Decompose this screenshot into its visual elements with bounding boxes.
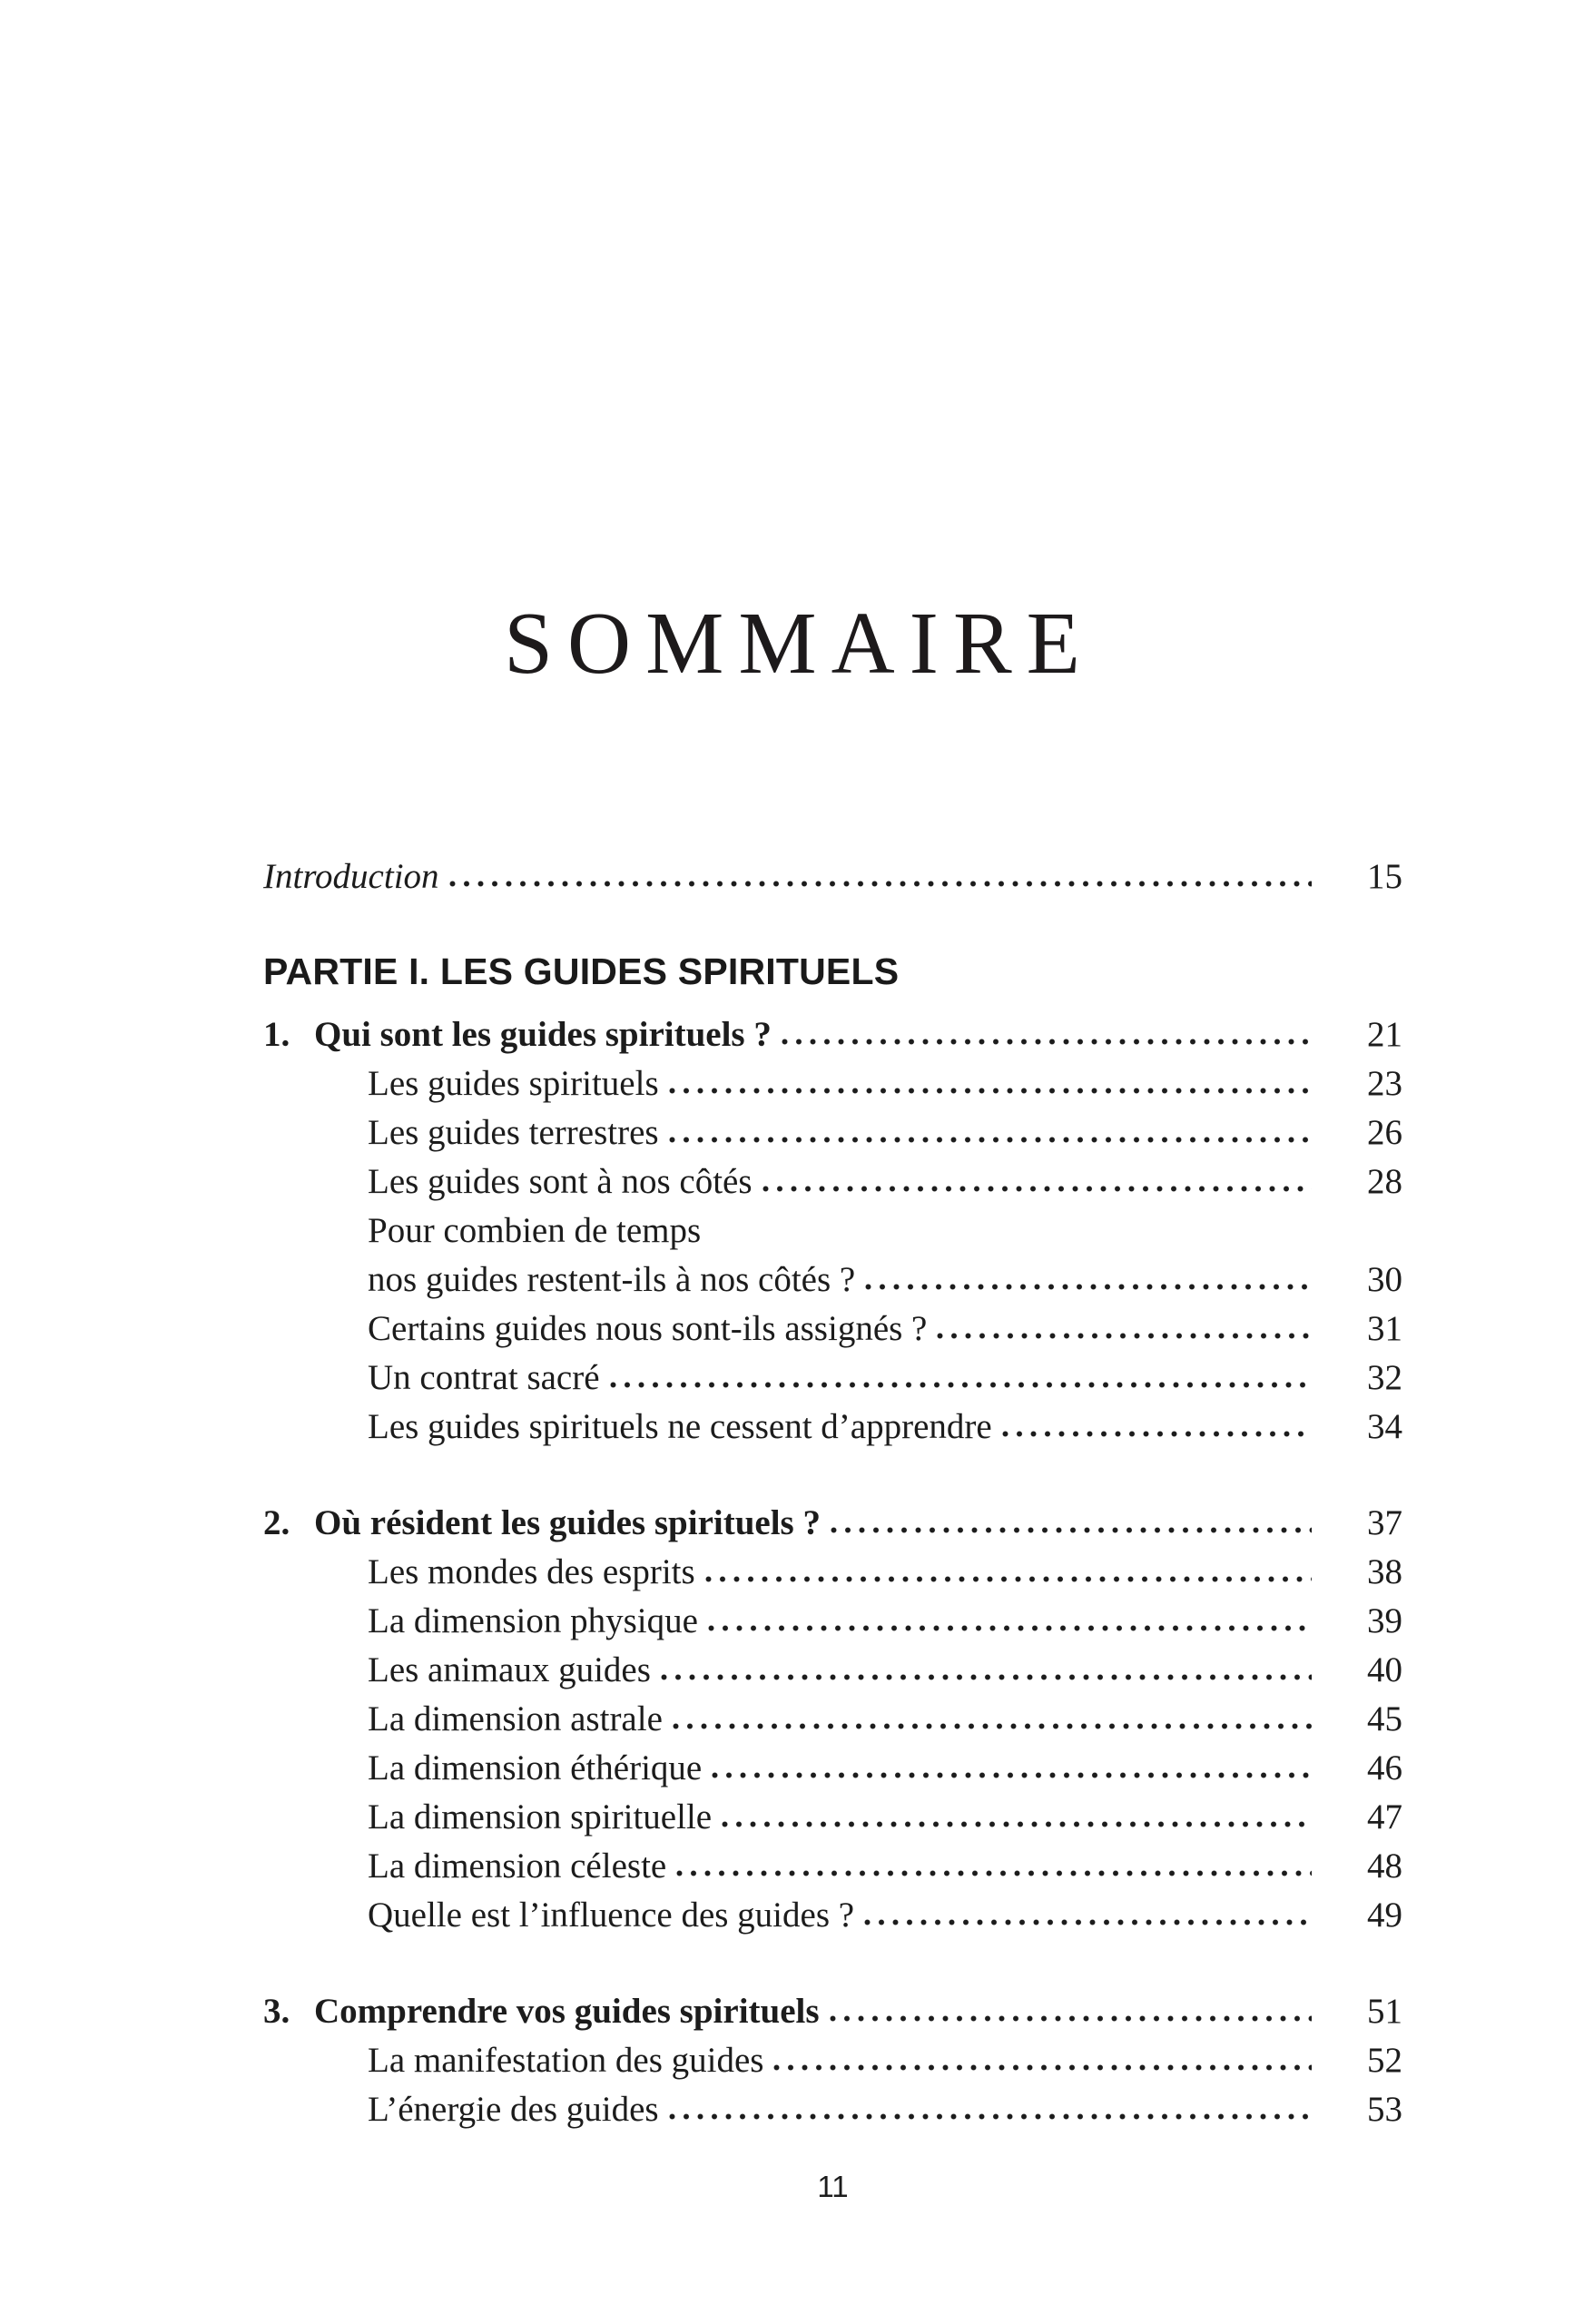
entry-page-number: 21 — [1367, 1015, 1402, 1054]
chapter-number: 2. — [263, 1503, 290, 1542]
entry-page-number: 40 — [1367, 1650, 1402, 1689]
entry-page-number: 49 — [1367, 1896, 1402, 1935]
toc-entry — [263, 2036, 1402, 2085]
page-title: SOMMAIRE — [504, 595, 1095, 692]
part-heading: PARTIE I. LES GUIDES SPIRITUELS — [263, 950, 900, 992]
toc-entry — [263, 2085, 1402, 2134]
entry-label: Les mondes des esprits — [368, 1552, 695, 1591]
dot-leader — [863, 1918, 1312, 1926]
toc-entry — [263, 1059, 1402, 1108]
dot-leader — [707, 1624, 1312, 1632]
dot-leader — [675, 1869, 1312, 1877]
dot-leader — [660, 1673, 1312, 1681]
toc-content — [263, 852, 1402, 2134]
entry-label: La dimension astrale — [368, 1699, 663, 1738]
toc-entry-introduction — [263, 852, 1402, 901]
entry-page-number: 52 — [1367, 2041, 1402, 2080]
dot-leader — [864, 1283, 1312, 1291]
dot-leader — [711, 1771, 1312, 1779]
toc-entry — [263, 1548, 1402, 1597]
entry-label: Les guides sont à nos côtés — [368, 1162, 753, 1201]
entry-label: Un contrat sacré — [368, 1358, 600, 1397]
entry-page-number: 28 — [1367, 1162, 1402, 1201]
chapter-block-2 — [263, 1499, 1402, 1940]
toc-entry — [263, 1403, 1402, 1452]
entry-label: Pour combien de temps — [368, 1211, 702, 1250]
toc-entry — [263, 1793, 1402, 1842]
chapter-number: 3. — [263, 1992, 290, 2031]
entry-page-number: 32 — [1367, 1358, 1402, 1397]
entry-page-number: 31 — [1367, 1309, 1402, 1348]
chapter-title: Où résident les guides spirituels ? — [314, 1503, 821, 1542]
dot-leader — [448, 880, 1312, 888]
entry-label: L’énergie des guides — [368, 2090, 659, 2129]
toc-entry — [263, 1108, 1402, 1157]
entry-page-number: 39 — [1367, 1601, 1402, 1640]
dot-leader — [772, 2063, 1312, 2072]
entry-label: La manifestation des guides — [368, 2041, 764, 2080]
chapter-block-3 — [263, 1987, 1402, 2134]
entry-label: nos guides restent-ils à nos côtés ? — [368, 1260, 856, 1299]
dot-leader — [830, 1526, 1312, 1534]
chapter-block-1 — [263, 1010, 1402, 1452]
entry-page-number: 47 — [1367, 1797, 1402, 1837]
dot-leader — [704, 1575, 1312, 1583]
entry-page-number: 53 — [1367, 2090, 1402, 2129]
dot-leader — [829, 2014, 1312, 2023]
entry-page-number: 23 — [1367, 1064, 1402, 1103]
chapter-title: Qui sont les guides spirituels ? — [314, 1015, 772, 1054]
entry-page-number: 45 — [1367, 1699, 1402, 1738]
toc-entry — [263, 1305, 1402, 1354]
entry-page-number: 34 — [1367, 1407, 1402, 1446]
entry-label: Introduction — [263, 857, 439, 896]
entry-page-number: 46 — [1367, 1748, 1402, 1787]
entry-page-number: 38 — [1367, 1552, 1402, 1591]
toc-entry — [263, 1891, 1402, 1940]
dot-leader — [609, 1381, 1312, 1389]
entry-page-number: 26 — [1367, 1113, 1402, 1152]
chapter-title: Comprendre vos guides spirituels — [314, 1992, 820, 2031]
entry-label: Les guides spirituels ne cessent d’apprendre — [368, 1407, 992, 1446]
entry-label: Les animaux guides — [368, 1650, 651, 1689]
toc-entry-chapter — [263, 1010, 1402, 1059]
dot-leader — [668, 1087, 1312, 1095]
toc-entry-wrapped-line2 — [263, 1256, 1402, 1305]
toc-entry-chapter — [263, 1499, 1402, 1548]
toc-entry — [263, 1744, 1402, 1793]
chapter-number: 1. — [263, 1015, 290, 1054]
entry-label: La dimension physique — [368, 1601, 698, 1640]
entry-label: Certains guides nous sont-ils assignés ? — [368, 1309, 928, 1348]
dot-leader — [668, 1136, 1312, 1144]
dot-leader — [668, 2112, 1312, 2121]
dot-leader — [762, 1185, 1312, 1193]
entry-label: Quelle est l’influence des guides ? — [368, 1896, 855, 1935]
entry-label: Les guides terrestres — [368, 1113, 659, 1152]
dot-leader — [721, 1820, 1312, 1828]
entry-page-number: 48 — [1367, 1846, 1402, 1886]
dot-leader — [672, 1722, 1312, 1730]
entry-label: Les guides spirituels — [368, 1064, 659, 1103]
toc-entry — [263, 1695, 1402, 1744]
dot-leader — [1001, 1430, 1312, 1438]
dot-leader — [781, 1038, 1312, 1046]
entry-page-number: 51 — [1367, 1992, 1402, 2031]
toc-entry-chapter — [263, 1987, 1402, 2036]
entry-label: La dimension spirituelle — [368, 1797, 713, 1837]
folio-page-number: 11 — [817, 2170, 849, 2203]
entry-page-number: 30 — [1367, 1260, 1402, 1299]
entry-page-number: 15 — [1367, 857, 1402, 896]
toc-entry — [263, 1842, 1402, 1891]
entry-page-number: 37 — [1367, 1503, 1402, 1542]
toc-entry — [263, 1646, 1402, 1695]
entry-label: La dimension céleste — [368, 1846, 667, 1886]
dot-leader — [936, 1332, 1312, 1340]
toc-entry — [263, 1597, 1402, 1646]
toc-entry — [263, 1354, 1402, 1403]
toc-entry-wrapped-line1 — [263, 1206, 1402, 1256]
entry-label: La dimension éthérique — [368, 1748, 703, 1787]
toc-entry — [263, 1157, 1402, 1206]
